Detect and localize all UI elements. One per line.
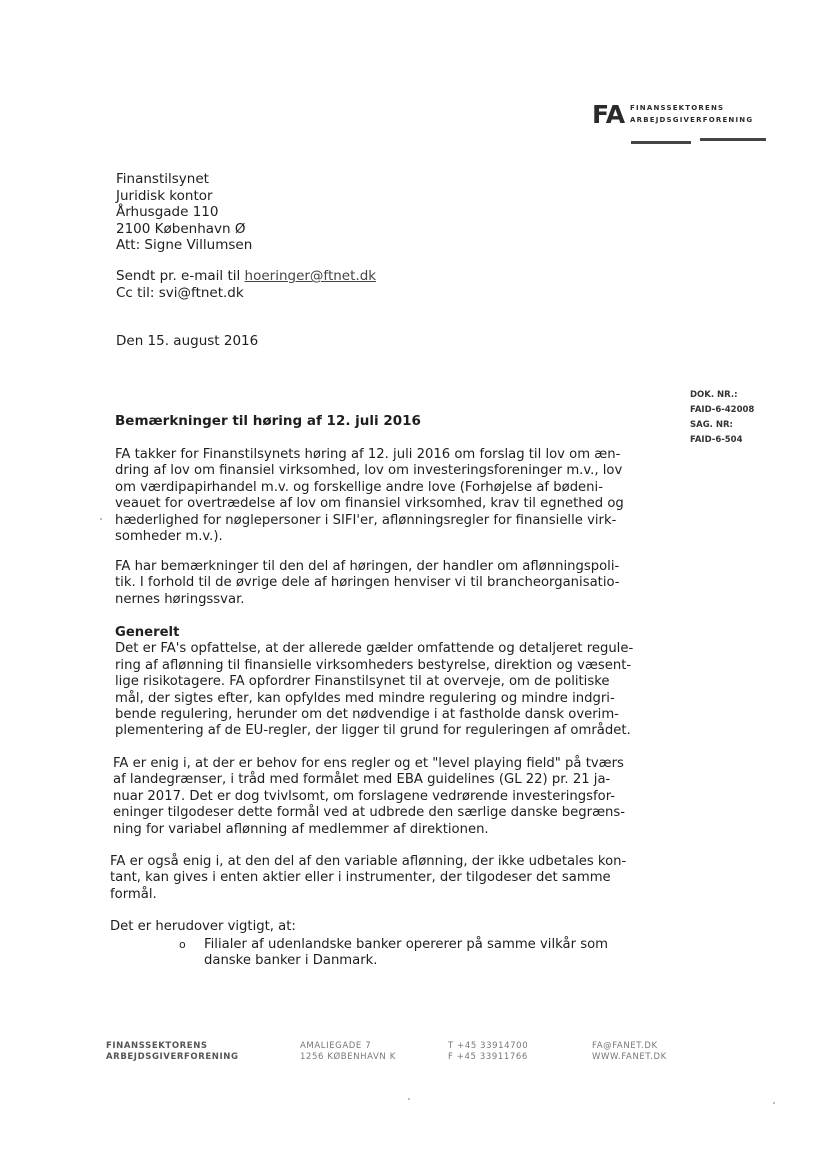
logo-line-2: ARBEJDSGIVERFORENING xyxy=(630,116,754,124)
footer-line: T +45 33914700 xyxy=(448,1041,529,1051)
text-line: FA har bemærkninger til den del af høringen, der handler om aflønningspoli- xyxy=(115,559,620,574)
paragraph-scope xyxy=(115,559,620,608)
text-line: af landegrænser, i tråd med formålet med EBA guidelines (GL 22) pr. 21 ja- xyxy=(113,772,611,788)
text-line: nuar 2017. Det er dog tvivlsomt, om forslagene vedrørende investeringsfor- xyxy=(113,788,616,804)
cc-line: Cc til: svi@ftnet.dk xyxy=(116,285,244,301)
paragraph-also-important: Det er herudover vigtigt, at: xyxy=(110,919,296,934)
bullet-item xyxy=(204,937,608,970)
recipient-line: 2100 København Ø xyxy=(116,220,246,237)
logo-line-1: FINANSSEKTORENS xyxy=(630,104,725,112)
sag-nr-label: SAG. NR: xyxy=(690,420,733,430)
text-line: FA er enig i, at der er behov for ens regler og et "level playing field" på tværs xyxy=(113,756,624,771)
footer-line: WWW.FANET.DK xyxy=(592,1051,667,1062)
footer-organisation xyxy=(106,1041,239,1062)
recipient-line: Finanstilsynet xyxy=(116,171,209,187)
text-line: ning for variabel aflønning af medlemmer af direktionen. xyxy=(113,821,489,837)
text-line: FA er også enig i, at den del af den variable aflønning, der ikke udbetales kon- xyxy=(110,854,627,869)
text-line: bende regulering, herunder om det nødvendige i at fastholde dansk overim- xyxy=(115,707,619,723)
logo-rule-right xyxy=(700,138,766,141)
text-line: veauet for overtrædelse af lov om finansiel virksomhed, krav til egnethed og xyxy=(115,496,624,512)
paragraph-intro xyxy=(115,447,624,545)
recipient-line: Juridisk kontor xyxy=(116,187,213,204)
text-line: formål. xyxy=(110,886,157,902)
footer-line: FINANSSEKTORENS xyxy=(106,1041,208,1051)
hoeringer-email-link[interactable]: hoeringer@ftnet.dk xyxy=(244,268,377,284)
text-line: tant, kan gives i enten aktier eller i instrumenter, der tilgodeser det samme xyxy=(110,870,611,886)
text-line: Det er FA's opfattelse, at der allerede gælder omfattende og detaljeret regule- xyxy=(115,641,634,657)
logo-rule-left xyxy=(631,141,691,144)
dok-nr-label: DOK. NR.: xyxy=(690,390,738,400)
text-line: plementering af de EU-regler, der ligger til grund for reguleringen af området. xyxy=(115,723,631,739)
footer-address xyxy=(300,1041,396,1062)
footer-phone xyxy=(448,1041,528,1062)
scan-speck xyxy=(100,518,102,520)
footer-line: ARBEJDSGIVERFORENING xyxy=(106,1051,239,1062)
footer-line: F +45 33911766 xyxy=(448,1051,528,1062)
section-generelt xyxy=(115,625,633,740)
section-heading: Generelt xyxy=(115,625,180,640)
text-line: nernes høringssvar. xyxy=(115,591,245,607)
text-line: Filialer af udenlandske banker opererer på samme vilkår som xyxy=(204,937,608,952)
text-line: lige risikotagere. FA opfordrer Finanstilsynet til at overveje, om de politiske xyxy=(115,674,610,690)
dok-nr-value: FAID-6-42008 xyxy=(690,405,755,415)
text-line: FA takker for Finanstilsynets høring af 12. juli 2016 om forslag til lov om æn- xyxy=(115,447,621,462)
paragraph-level-playing-field xyxy=(113,756,625,838)
sag-nr-value: FAID-6-504 xyxy=(690,435,743,445)
recipient-line: Att: Signe Villumsen xyxy=(116,237,253,253)
text-line: hæderlighed for nøglepersoner i SIFI'er, aflønningsregler for finansielle virk- xyxy=(115,512,617,528)
paragraph-variable-pay xyxy=(110,854,626,903)
text-line: dring af lov om finansiel virksomhed, lov om investeringsforeninger m.v., lov xyxy=(115,463,623,479)
recipient-line: Århusgade 110 xyxy=(116,204,219,220)
scan-speck xyxy=(408,1098,410,1100)
text-line: somheder m.v.). xyxy=(115,529,223,545)
sent-prefix: Sendt pr. e-mail til xyxy=(116,268,245,284)
scan-speck xyxy=(773,1102,775,1104)
text-line: eninger tilgodeser dette formål ved at udbrede den særlige danske begræns- xyxy=(113,805,626,821)
text-line: mål, der sigtes efter, kan opfyldes med mindre regulering og mindre indgri- xyxy=(115,690,615,706)
footer-line: AMALIEGADE 7 xyxy=(300,1041,372,1051)
recipient-address xyxy=(116,171,252,254)
footer-web xyxy=(592,1041,667,1062)
letter-date: Den 15. august 2016 xyxy=(116,333,259,349)
footer-line: FA@FANET.DK xyxy=(592,1041,658,1051)
document-reference xyxy=(690,388,754,448)
text-line: om værdipapirhandel m.v. og forskellige andre love (Forhøjelse af bødeni- xyxy=(115,479,603,495)
text-line: ring af aflønning til finansielle virksomheders bestyrelse, direktion og væsent- xyxy=(115,657,632,673)
footer-line: 1256 KØBENHAVN K xyxy=(300,1051,396,1062)
text-line: danske banker i Danmark. xyxy=(204,953,378,969)
fa-logo-mark: FA xyxy=(592,100,625,129)
letter-subject: Bemærkninger til høring af 12. juli 2016 xyxy=(115,413,421,429)
bullet-marker: o xyxy=(179,938,186,951)
text-line: tik. I forhold til de øvrige dele af høringen henviser vi til brancheorganisatio- xyxy=(115,575,620,591)
email-block xyxy=(116,268,376,302)
